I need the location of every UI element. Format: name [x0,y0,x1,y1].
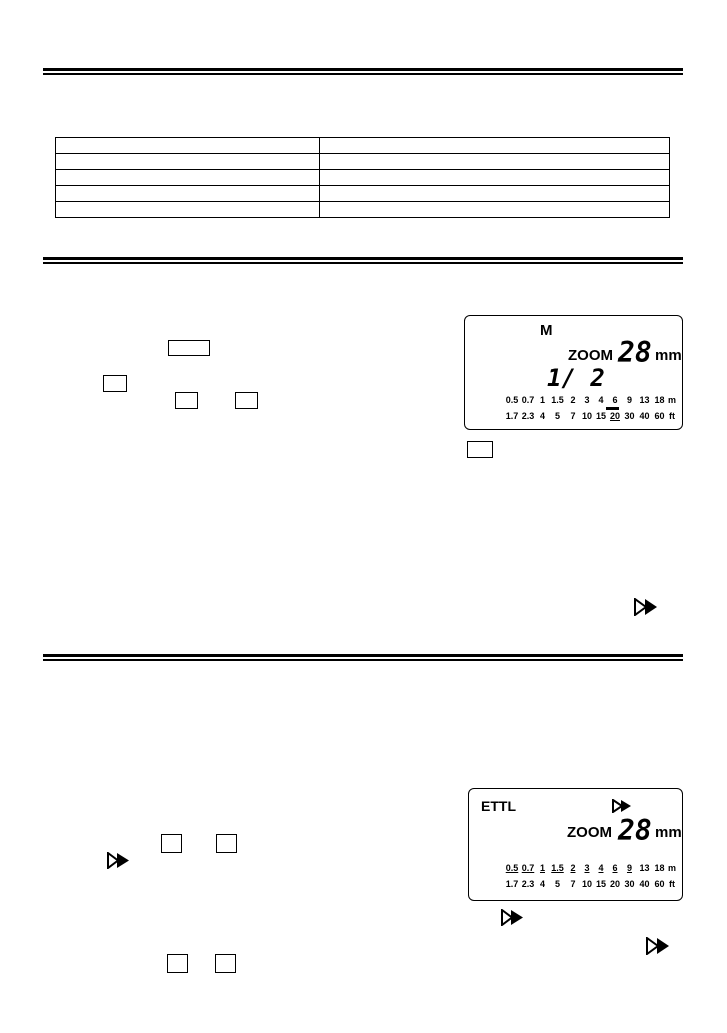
table-cell [320,202,670,218]
feet-tick: 1.7 [505,879,519,889]
table-cell [320,154,670,170]
table-cell [56,138,320,154]
feet-tick: 7 [570,411,576,421]
meter-tick: m [667,395,676,405]
minus-button-box [175,392,198,409]
table-cell [320,170,670,186]
lcd-zoom-label: ZOOM [568,347,613,364]
meter-tick: 2 [570,863,576,873]
meter-tick: 1.5 [551,395,564,405]
meter-tick: 0.5 [505,395,519,405]
meter-tick: 9 [626,395,632,405]
lcd-feet-scale [504,411,677,421]
double-triangle-icon [634,598,660,616]
meter-tick: 6 [612,863,618,873]
feet-tick: 20 [609,879,620,889]
meter-tick: 0.7 [521,863,535,873]
section-rule-3 [43,654,683,661]
double-triangle-icon [646,937,672,955]
feet-tick: 4 [539,411,545,421]
table-row [56,202,670,218]
feet-tick: 4 [539,879,545,889]
feet-tick: 40 [639,879,650,889]
meter-tick: 1 [539,863,545,873]
meter-tick: 13 [639,863,650,873]
lcd-zoom-value: 28 [618,814,652,847]
meter-tick: 1.5 [551,863,564,873]
plus-button-box-3 [216,834,237,853]
meter-tick: 2 [570,395,576,405]
meter-tick: 13 [639,395,650,405]
feet-tick: ft [669,879,675,889]
double-triangle-icon [612,799,634,813]
table-cell [56,170,320,186]
meter-tick: 18 [654,863,665,873]
feet-tick: 10 [581,411,592,421]
meter-tick: 1 [539,395,545,405]
feet-tick: 60 [654,411,665,421]
plus-button-box-4 [215,954,236,973]
feet-tick: 5 [554,879,560,889]
lcd-zoom-value: 28 [618,336,652,369]
meter-tick: 0.7 [521,395,535,405]
table-row [56,154,670,170]
lcd-manual-display [464,315,683,430]
table-cell [56,154,320,170]
feet-tick: 30 [624,411,635,421]
lcd-zoom-label: ZOOM [567,824,612,841]
table-cell [320,186,670,202]
feet-tick: 5 [554,411,560,421]
table-cell [56,186,320,202]
double-triangle-icon [501,909,525,926]
feet-tick: 15 [595,879,606,889]
lcd-meter-scale [504,395,677,405]
plus-button-box [235,392,258,409]
feet-tick: 40 [639,411,650,421]
meter-tick: 0.5 [505,863,519,873]
range-indicator-bar [606,407,619,410]
feet-tick: 10 [581,879,592,889]
table-row [56,138,670,154]
feet-tick: 15 [595,411,606,421]
set-button-box-2 [467,441,493,458]
feet-tick: 20 [609,411,620,421]
spec-table [55,137,670,218]
table-cell [56,202,320,218]
feet-tick: 7 [570,879,576,889]
meter-tick: 18 [654,395,665,405]
lcd-power: 1/ 2 [547,364,605,392]
lcd-mode: ETTL [481,798,516,814]
meter-tick: m [667,863,676,873]
mode-button-box [168,340,210,356]
minus-button-box-4 [167,954,188,973]
set-button-box [103,375,127,392]
lcd-zoom-unit: mm [655,824,682,841]
meter-tick: 4 [598,395,604,405]
feet-tick: 60 [654,879,665,889]
feet-tick: 2.3 [521,879,535,889]
feet-tick: 1.7 [505,411,519,421]
feet-tick: 2.3 [521,411,535,421]
meter-tick: 6 [612,395,618,405]
double-triangle-icon [107,852,131,869]
section-rule-1 [43,68,683,75]
meter-tick: 9 [626,863,632,873]
lcd-meter-scale [504,863,677,873]
feet-tick: 30 [624,879,635,889]
table-row [56,170,670,186]
meter-tick: 3 [584,863,590,873]
section-rule-2 [43,257,683,264]
lcd-ettl-display [468,788,683,901]
table-cell [320,138,670,154]
meter-tick: 3 [584,395,590,405]
feet-tick: ft [669,411,675,421]
meter-tick: 4 [598,863,604,873]
lcd-feet-scale [504,879,677,889]
table-row [56,186,670,202]
lcd-zoom-unit: mm [655,347,682,364]
minus-button-box-3 [161,834,182,853]
lcd-mode: M [540,322,553,339]
